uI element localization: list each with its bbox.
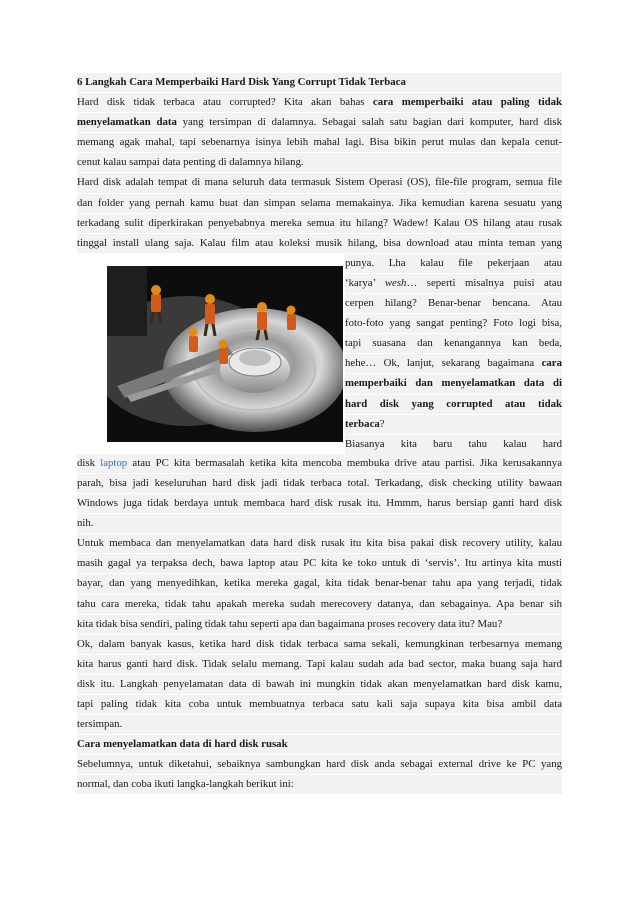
paragraph-line: bayar, dan yang menyedihkan, ketika mereka gagal, kita tidak benar-benar tahu apa yang terjadi, tidak (77, 574, 562, 593)
paragraph-line: disk itu. Langkah penyelamatan data di bawah ini mungkin tidak akan menyelamatkan hard disk kamu, (77, 675, 562, 694)
section-subheading: Cara menyelamatkan data di hard disk rusak (77, 735, 562, 754)
paragraph-line: menyelamatkan data yang tersimpan di dalamnya. Sebagai salah satu bagian dari komputer, hard disk (77, 113, 562, 132)
paragraph-line: tinggal install ulang saja. Kalau film atau koleksi musik hilang, bisa download atau minta teman yang (77, 234, 562, 253)
paragraph-line: tersimpan. (77, 715, 562, 734)
paragraph-line: normal, dan coba ikuti langka-langkah berikut ini: (77, 775, 562, 794)
paragraph-line: hehe… Ok, lanjut, sekarang bagaimana cara (345, 354, 562, 373)
right-text-column (345, 254, 562, 455)
paragraph-line: dan folder yang pernah kamu buat dan simpan selama memakainya. Jika kemudian karena sesuatu yang (77, 194, 562, 213)
paragraph-line: memperbaiki dan menyelamatkan data di (345, 374, 562, 393)
paragraph-line: foto-foto yang sangat penting? Foto logi bisa, (345, 314, 562, 333)
paragraph-line: Ok, dalam banyak kasus, ketika hard disk tidak terbaca sama sekali, kemungkinan terbesarnya memang (77, 635, 562, 654)
paragraph-line: Sebelumnya, untuk diketahui, sebaiknya sambungkan hard disk anda sebagai external drive ke PC yang (77, 755, 562, 774)
image-text-block (77, 254, 562, 454)
article-title: 6 Langkah Cara Memperbaiki Hard Disk Yang Corrupt Tidak Terbaca (77, 73, 562, 92)
hard-disk-image (107, 266, 343, 442)
paragraph-line: kita harus ganti hard disk. Tidak selalu memang. Tapi kalau sudah ada bad sector, maka buang saja hard (77, 655, 562, 674)
paragraph-line: disk laptop atau PC kita bermasalah ketika kita mencoba membuka drive atau partisi. Jika kerusakannya (77, 454, 562, 473)
paragraph-line: kita tidak bisa sendiri, paling tidak tahu seperti apa dan bagaimana proses recovery data itu? Mau? (77, 615, 562, 634)
paragraph-line: nih. (77, 514, 562, 533)
paragraph-line: tapi paling tidak kita coba untuk membuatnya terbaca satu kali saja supaya kita bisa ambil data (77, 695, 562, 714)
paragraph-line: cerpen hilang? Benar-benar bencana. Atau (345, 294, 562, 313)
paragraph-line: memang agak mahal, tapi sebenarnya isinya lebih mahal lagi. Bisa bikin perut mulas dan kepala cenut- (77, 133, 562, 152)
paragraph-line: Hard disk tidak terbaca atau corrupted? Kita akan bahas cara memperbaiki atau paling tidak (77, 93, 562, 112)
paragraph-line: terkadang sulit diperkirakan penyebabnya mereka semua itu hilang? Wadew! Kalau OS hilang atau rusak (77, 214, 562, 233)
paragraph-line: ‘karya’ wesh… seperti misalnya puisi atau (345, 274, 562, 293)
paragraph-line: Hard disk adalah tempat di mana seluruh data termasuk Sistem Operasi (OS), file-file program, semua file (77, 173, 562, 192)
paragraph-line: hard disk yang corrupted atau tidak (345, 395, 562, 414)
paragraph-line: Windows juga tidak berdaya untuk membaca hard disk rusak itu. Hmmm, harus bersiap ganti hard disk (77, 494, 562, 513)
paragraph-line: cenut kalau sampai data penting di dalamnya hilang. (77, 153, 562, 172)
paragraph-line: tahu cara mereka, tidak tahu apakah mereka sudah merecovery datanya, dan sebagainya. Apa benar sih (77, 595, 562, 614)
paragraph-line: tapi suasana dan kenangannya kan beda, (345, 334, 562, 353)
paragraph-line: parah, bisa jadi keseluruhan hard disk jadi tidak terbaca total. Terkadang, disk checking utility bawaan (77, 474, 562, 493)
paragraph-line: Biasanya kita baru tahu kalau hard (345, 435, 562, 454)
paragraph-line: masih gagal ya terpaksa dech, bawa laptop atau PC kita ke toko untuk di ‘servis’. Itu artinya kita musti (77, 554, 562, 573)
document-body (77, 73, 562, 795)
paragraph-line: Untuk membaca dan menyelamatkan data hard disk rusak itu kita bisa pakai disk recovery utility, kalau (77, 534, 562, 553)
paragraph-line: terbaca? (345, 415, 562, 434)
paragraph-line: punya. Lha kalau file pekerjaan atau (345, 254, 562, 273)
laptop-link[interactable]: laptop (100, 456, 128, 469)
